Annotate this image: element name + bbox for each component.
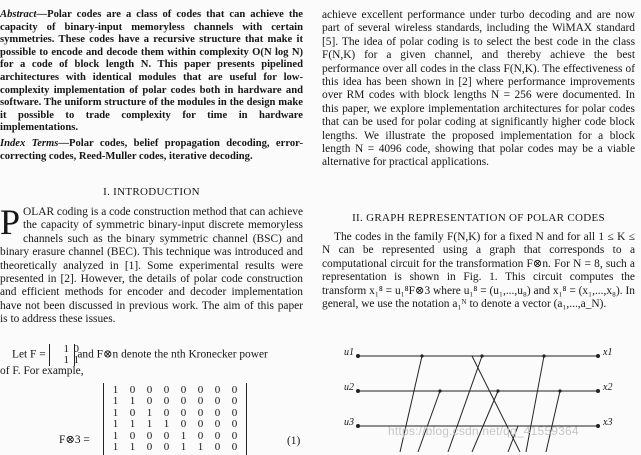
- f3-matrix-cell: 0: [163, 406, 170, 419]
- f3-matrix-cell: 0: [197, 406, 204, 419]
- f3-matrix-cell: 1: [112, 406, 119, 419]
- f3-matrix: [103, 383, 247, 455]
- f3-matrix-cell: 0: [180, 395, 187, 408]
- x-label: x3: [603, 417, 613, 428]
- index-terms-text: —Polar codes, belief propagation decoding, error-correcting codes, Reed-Muller codes, iterative decoding.: [0, 138, 303, 162]
- equation-label: F⊗3 =: [59, 434, 90, 446]
- f3-matrix-cell: 0: [146, 429, 153, 442]
- section-2-title: II. GRAPH REPRESENTATION OF POLAR CODES: [352, 212, 605, 224]
- f3-matrix-cell: 1: [180, 429, 187, 442]
- intro-text: OLAR coding is a code construction method that can achieve the capacity of symmetric binary-input discrete memoryless channels such as the binary symmetric channel (BSC) and binary erasure channel (BEC). This technique was introduced and theoretically analyzed in [1]. Some experimental results were presented in [2]. However, the details of polar code construction and efficient methods for encoder and decoder implementation have not been discussed in previous work. The aim of this paper is to address these issues.: [0, 206, 303, 326]
- watermark: https://blog.csdn.net/qq_41559364: [388, 424, 579, 438]
- u-label: u3: [344, 417, 354, 428]
- f3-matrix-cell: 0: [197, 429, 204, 442]
- f3-matrix-cell: 0: [163, 384, 170, 396]
- f3-matrix-cell: 1: [197, 441, 204, 454]
- node: [420, 354, 423, 357]
- f3-matrix-cell: 0: [197, 384, 204, 396]
- f3-matrix-cell: 0: [129, 384, 136, 396]
- f3-matrix-cell: 1: [112, 441, 119, 454]
- kronecker-cont: of F. For example,: [0, 365, 84, 377]
- f3-matrix-cell: 1: [129, 441, 136, 454]
- node: [596, 389, 600, 393]
- f3-matrix-cell: 1: [112, 384, 119, 396]
- f3-matrix-cell: 1: [112, 429, 119, 442]
- node: [356, 389, 360, 393]
- f3-matrix-cell: 1: [180, 441, 187, 454]
- f3-matrix-cell: 0: [214, 395, 221, 408]
- abstract-lead: Abstract: [0, 9, 37, 20]
- node: [438, 389, 441, 392]
- node: [596, 354, 600, 358]
- f-matrix-cell: 1: [63, 343, 69, 355]
- f3-matrix-cell: 0: [214, 418, 221, 431]
- f3-matrix-cell: 0: [231, 406, 238, 419]
- f3-matrix-cell: 0: [231, 429, 238, 442]
- node: [558, 389, 561, 392]
- u-label: u2: [344, 382, 354, 393]
- node: [356, 354, 360, 358]
- u-label: u1: [344, 347, 354, 358]
- f-matrix-cell: 1: [73, 354, 79, 366]
- let-prefix: Let F =: [12, 348, 46, 361]
- f-matrix: [49, 343, 79, 366]
- f3-matrix-cell: 1: [163, 418, 170, 431]
- node: [542, 354, 545, 357]
- f3-matrix-cell: 0: [163, 395, 170, 408]
- f3-matrix-cell: 0: [231, 395, 238, 408]
- f3-matrix-cell: 0: [214, 384, 221, 396]
- f3-matrix-cell: 0: [163, 429, 170, 442]
- f3-matrix-cell: 0: [231, 441, 238, 454]
- abstract: [0, 9, 303, 135]
- f3-matrix-cell: 0: [180, 418, 187, 431]
- f3-matrix-cell: 0: [231, 418, 238, 431]
- let-suffix: and F⊗n denote the nth Kronecker power: [77, 348, 268, 361]
- node: [496, 389, 499, 392]
- edge: [546, 391, 560, 452]
- f3-matrix-cell: 1: [146, 406, 153, 419]
- abstract-text: —Polar codes are a class of codes that can achieve the capacity of binary-input memoryless channels with certain symmetries. These codes have a recursive structure that make it possible to encode and decode them within complexity O(N log N) for a code of block length N. This paper presents pipelined architectures with identical modules that are useful for low-complexity implementation of polar codes both in hardware and software. The uniform structure of the modules in the design make it possible to trade complexity for time in hardware implementations.: [0, 9, 303, 134]
- equation-number: (1): [287, 435, 301, 447]
- edge: [418, 391, 440, 452]
- f3-matrix-cell: 1: [129, 418, 136, 431]
- f3-matrix-cell: 0: [163, 441, 170, 454]
- right-paragraph: achieve excellent performance under turbo decoding and are now part of several wireless standards, including the WiMAX standard [5]. The idea of polar coding is to select the best code in the class F(N,K) for a given channel, and thereby achieve the best performance over all codes in the class F(N,K). The effectiveness of this idea has been shown in [2] where performance improvements over RM codes with block lengths N = 256 were documented. In this paper, we explore implementation architectures for polar codes that can be used for polar coding at significantly higher code block lengths. We illustrate the proposed implementation for a block length N = 4096 code, showing that polar codes may be a viable alternative for practical applications.: [322, 9, 635, 169]
- node: [356, 424, 360, 428]
- drop-cap: P: [0, 202, 21, 242]
- f3-matrix-cell: 1: [112, 418, 119, 431]
- f3-matrix-cell: 0: [129, 429, 136, 442]
- f3-matrix-cell: 0: [146, 384, 153, 396]
- f-matrix-cell: 1: [63, 354, 69, 366]
- f3-matrix-cell: 0: [214, 441, 221, 454]
- node: [596, 424, 600, 428]
- f3-matrix-cell: 0: [197, 418, 204, 431]
- kronecker-line: [0, 344, 303, 366]
- index-terms-lead: Index Terms: [0, 138, 59, 149]
- f3-matrix-cell: 1: [129, 395, 136, 408]
- f3-matrix-cell: 1: [146, 418, 153, 431]
- f3-matrix-cell: 0: [146, 395, 153, 408]
- f3-matrix-cell: 0: [214, 406, 221, 419]
- index-terms: [0, 138, 303, 163]
- f3-matrix-cell: 0: [197, 395, 204, 408]
- f3-matrix-cell: 0: [214, 429, 221, 442]
- node: [480, 354, 483, 357]
- f3-matrix-cell: 0: [231, 384, 238, 396]
- f-matrix-cell: 0: [73, 343, 79, 355]
- intro-paragraph: [0, 202, 303, 327]
- f3-matrix-cell: 1: [112, 395, 119, 408]
- f3-matrix-cell: 0: [129, 406, 136, 419]
- f3-matrix-cell: 0: [180, 406, 187, 419]
- x-label: x1: [603, 347, 613, 358]
- section-2-paragraph: The codes in the family F(N,K) for a fixed N and for all 1 ≤ K ≤ N can be represented using a graph that corresponds to a computational circuit for the transformation F⊗n. For N = 8, such a representation is shown in Fig. 1. This circuit computes the transform x₁⁸ = u₁⁸F⊗3 where u₁⁸ = (u₁,...,u₈) and x₁⁸ = (x₁,...,x₈). In general, we use the notation a₁ᴺ to denote a vector (a₁,...,a_N).: [322, 231, 635, 311]
- f3-matrix-cell: 0: [146, 441, 153, 454]
- section-1-title: I. INTRODUCTION: [103, 186, 200, 198]
- x-label: x2: [603, 382, 613, 393]
- f3-matrix-cell: 0: [180, 384, 187, 396]
